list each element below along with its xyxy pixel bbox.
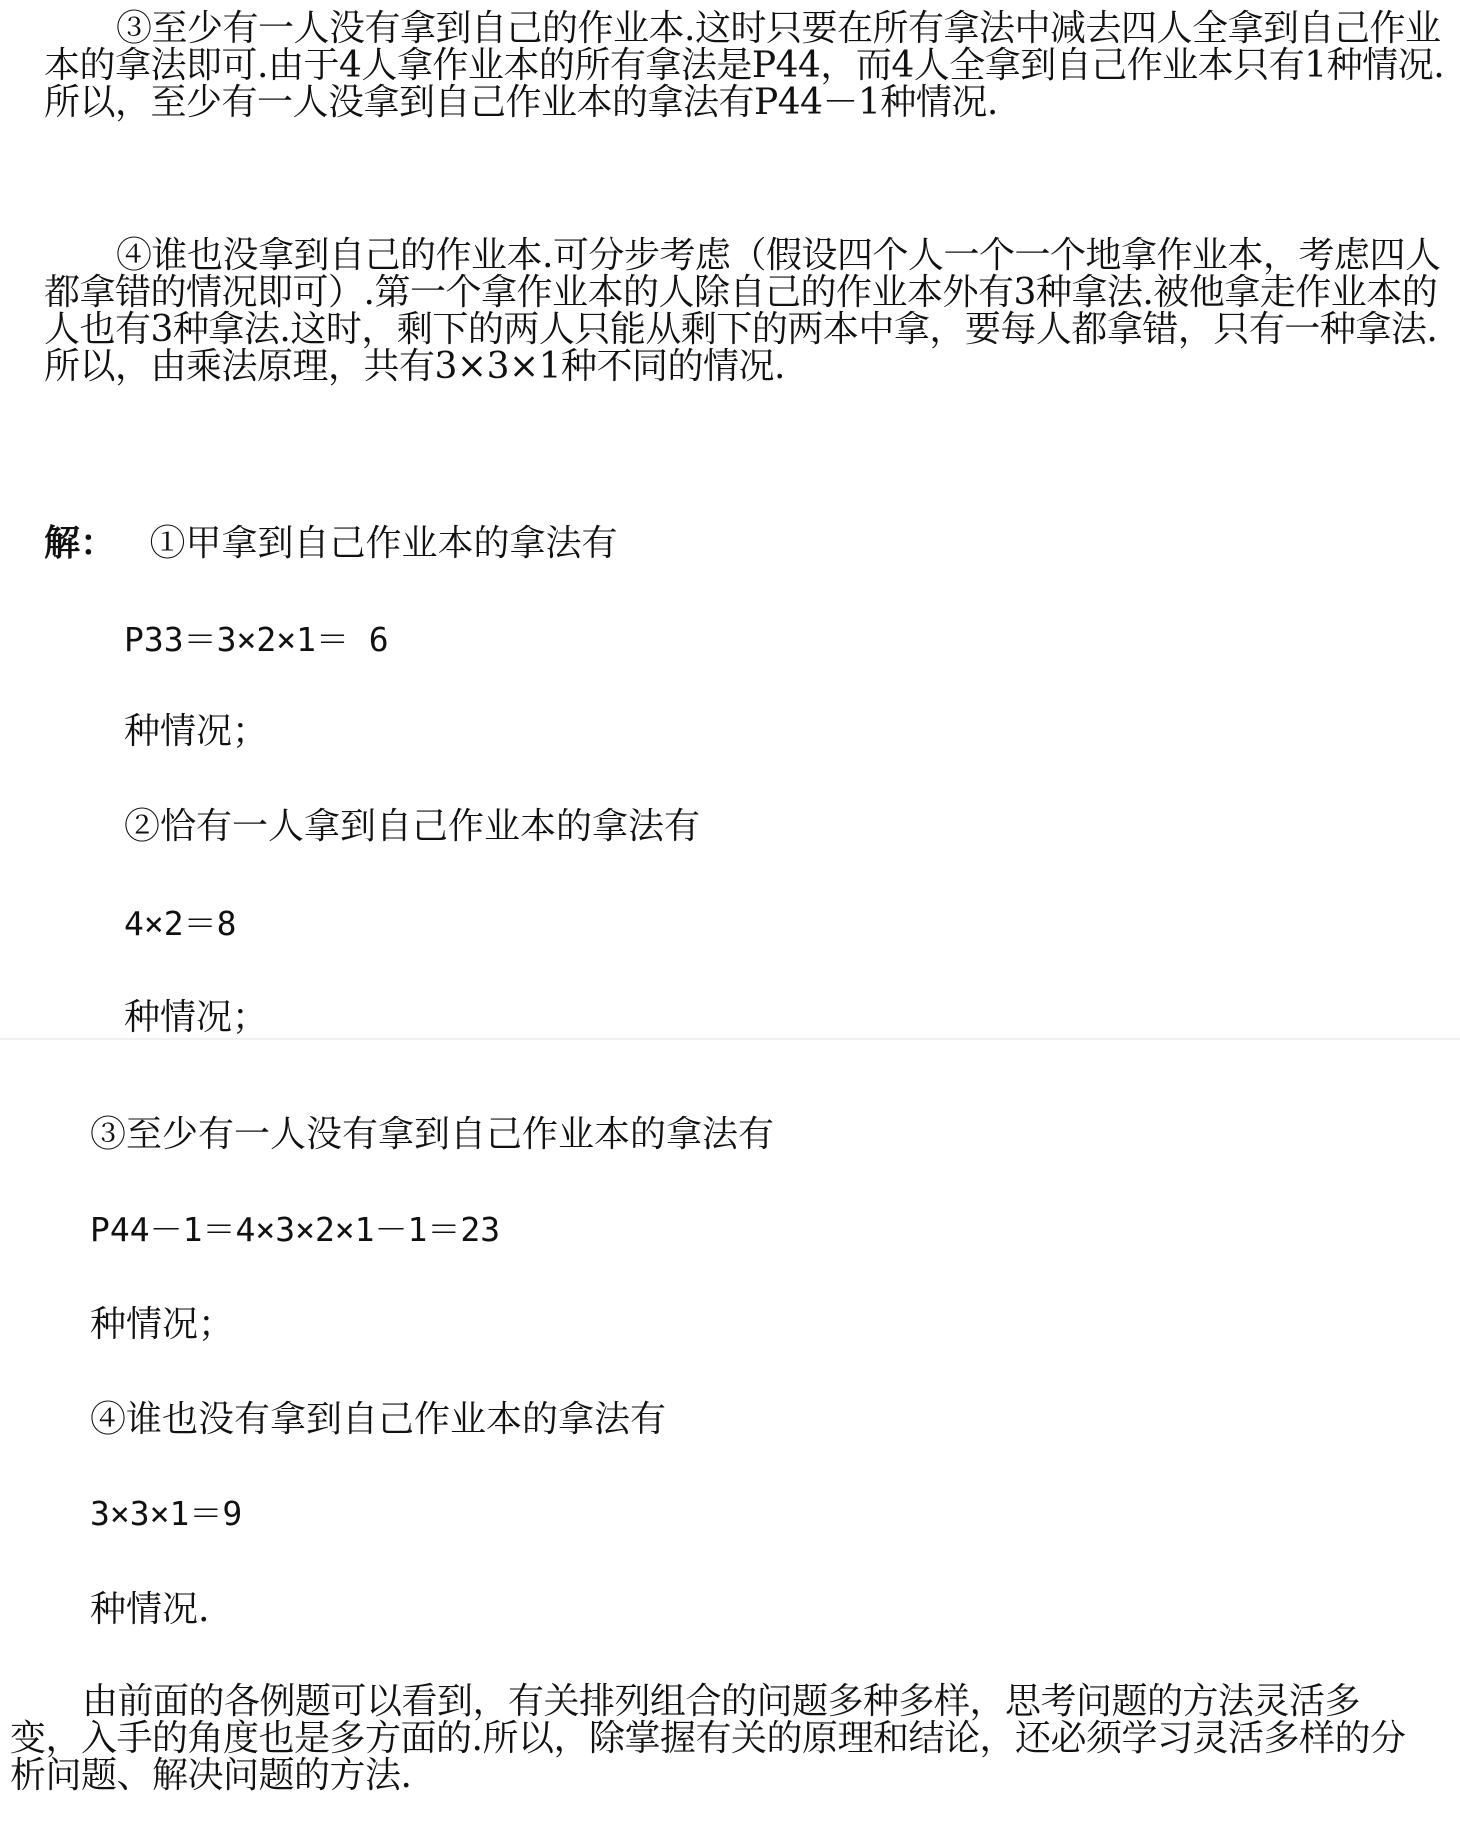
step-3-intro: ③至少有一人没有拿到自己作业本的拿法有 [90, 1114, 775, 1155]
conclusion-paragraph: 由前面的各例题可以看到，有关排列组合的问题多种多样，思考问题的方法灵活多变，入手的角度也是多方面的.所以，除掌握有关的原理和结论，还必须学习灵活多样的分析问题、解决问题的方法. [10, 1681, 1406, 1796]
explanation-paragraph-4: ④谁也没拿到自己的作业本.可分步考虑（假设四个人一个一个地拿作业本，考虑四人都拿错的情况即可）.第一个拿作业本的人除自己的作业本外有3种拿法.被他拿走作业本的人也有3种拿法.这时，剩下的两人只能从剩下的两本中拿，要每人都拿错，只有一种拿法.所以，由乘法原理，共有3×3×1种不同的情况. [44, 235, 1441, 387]
step-2-intro: ②恰有一人拿到自己作业本的拿法有 [124, 806, 701, 847]
step-2-unit: 种情况； [124, 997, 269, 1038]
step-1-unit: 种情况； [124, 711, 269, 752]
step-4-unit: 种情况. [90, 1589, 210, 1630]
step-4-intro: ④谁也没有拿到自己作业本的拿法有 [90, 1399, 667, 1440]
solution-label: 解： [44, 523, 117, 564]
step-1-formula: P33＝3×2×1＝ 6 [124, 620, 389, 659]
solution-heading-row [44, 524, 617, 564]
step-3-formula: P44－1＝4×3×2×1－1＝23 [90, 1210, 501, 1249]
explanation-paragraph-3: ③至少有一人没有拿到自己的作业本.这时只要在所有拿法中减去四人全拿到自己作业本的拿法即可.由于4人拿作业本的所有拿法是P44，而4人全拿到自己作业本只有1种情况.所以，至少有一人没拿到自己作业本的拿法有P44－1种情况. [44, 8, 1445, 123]
step-4-formula: 3×3×1＝9 [90, 1494, 243, 1533]
step-1-intro: ①甲拿到自己作业本的拿法有 [149, 523, 618, 564]
section-divider [0, 1038, 1460, 1040]
step-3-unit: 种情况； [90, 1304, 235, 1345]
step-2-formula: 4×2＝8 [124, 904, 237, 943]
